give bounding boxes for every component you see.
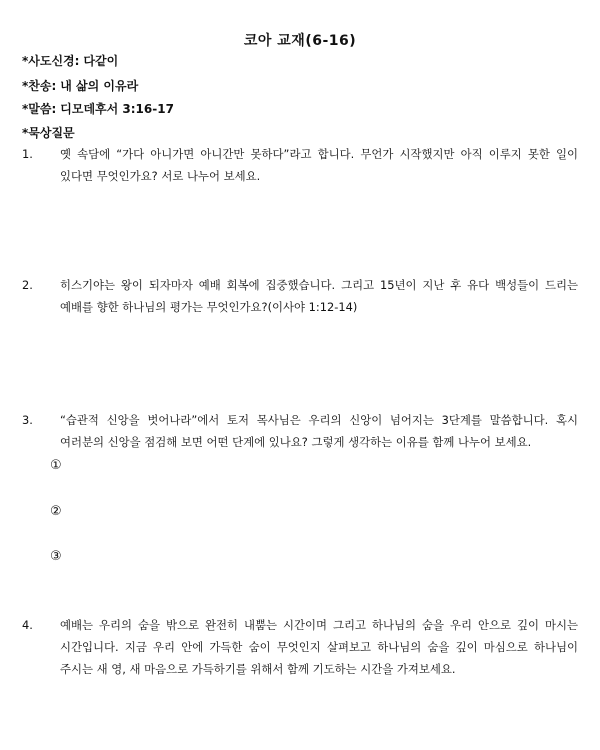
apostle-creed-line (22, 52, 118, 69)
question-text: “습관적 신앙을 벗어나라”에서 토저 목사님은 우리의 신앙이 넘어지는 3단계를 말씀합니다. 혹시 여러분의 신앙을 점검해 보면 어떤 단계에 있나요? 그렇게 생각하는 이유를 함께 나누어 보세요. (60, 413, 578, 449)
question-number: 3. (22, 413, 33, 427)
question-number: 1. (22, 147, 33, 161)
question-2 (22, 274, 578, 318)
answer-marker-3: ③ (50, 549, 62, 564)
apostle-creed-label: *사도신경: (22, 54, 80, 68)
question-text: 옛 속담에 “가다 아니가면 아니간만 못하다”라고 합니다. 무언가 시작했지만 아직 이루지 못한 일이 있다면 무엇인가요? 서로 나누어 보세요. (60, 147, 578, 183)
scripture-value: 디모데후서 3:16-17 (60, 102, 174, 116)
answer-marker-1: ① (50, 458, 62, 473)
scripture-label: *말씀: (22, 102, 57, 116)
question-number: 4. (22, 618, 33, 632)
page-title: 코아 교재(6-16) (243, 33, 357, 49)
hymn-value: 내 삶의 이유라 (60, 79, 139, 93)
question-text: 히스기야는 왕이 되자마자 예배 회복에 집중했습니다. 그리고 15년이 지난 후 유다 백성들이 드리는 예배를 향한 하나님의 평가는 무엇인가요?(이사야 1:12-14) (60, 278, 578, 314)
question-3 (22, 409, 578, 453)
question-text: 예배는 우리의 숨을 밖으로 완전히 내뿜는 시간이며 그리고 하나님의 숨을 우리 안으로 깊이 마시는 시간입니다. 지금 우리 안에 가득한 숨이 무엇인지 살펴보고 하나님의 숨을 깊이 마심으로 하나님이 주시는 새 영, 새 마음으로 가득하기를 위해서 함께 기도하는 시간을 가져보세요. (60, 618, 578, 676)
apostle-creed-value: 다같이 (83, 54, 119, 68)
scripture-line (22, 100, 174, 117)
question-4 (22, 614, 578, 680)
answer-marker-2: ② (50, 504, 62, 519)
questions-heading: *묵상질문 (22, 126, 75, 140)
hymn-label: *찬송: (22, 79, 57, 93)
question-number: 2. (22, 278, 33, 292)
hymn-line (22, 77, 138, 94)
question-1 (22, 143, 578, 187)
